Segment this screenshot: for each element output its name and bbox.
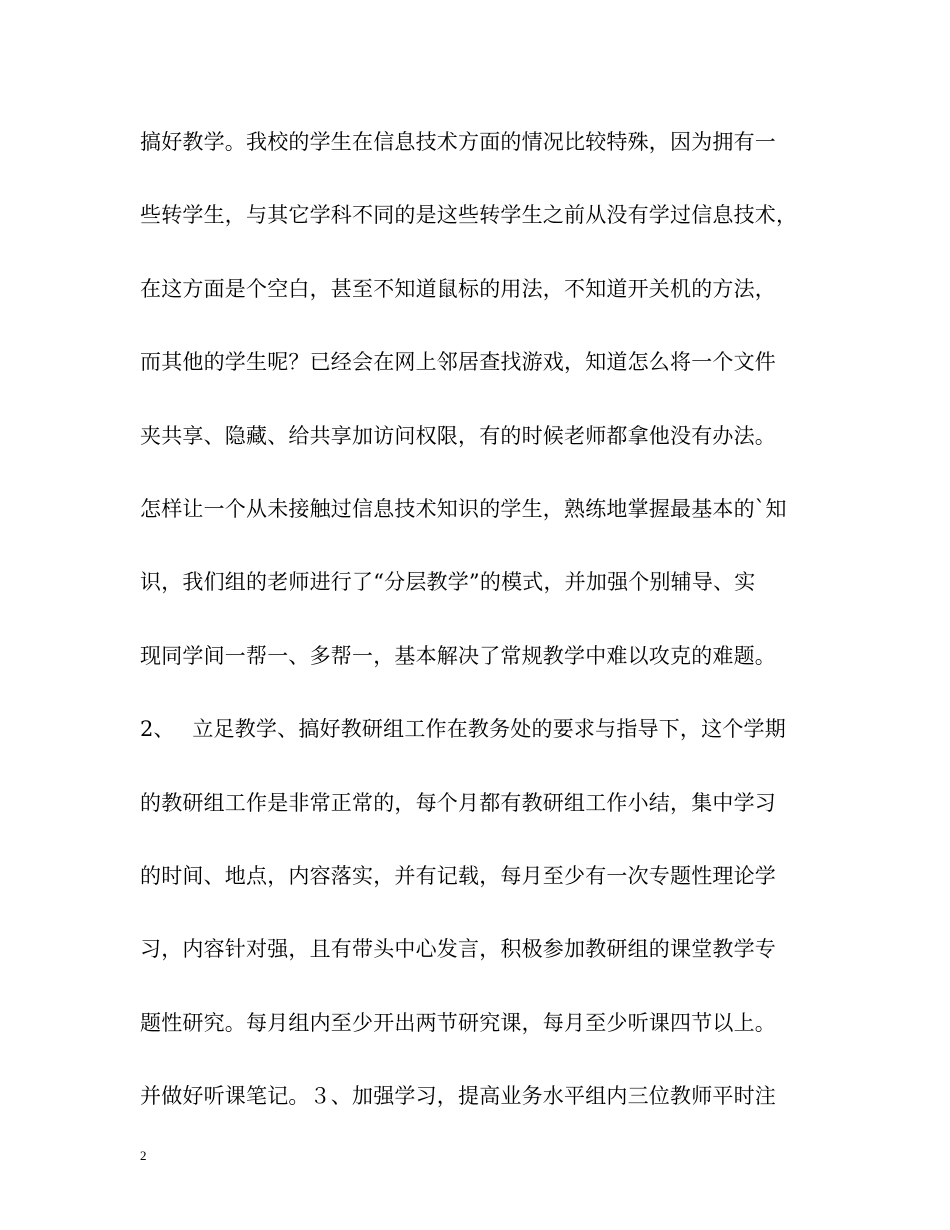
text-line: 习，内容针对强，且有带头中心发言，积极参加教研组的课堂教学专 <box>140 937 776 962</box>
text-line: 2、 立足教学、搞好教研组工作在教务处的要求与指导下，这个学期 <box>140 717 786 742</box>
text-line: 而其他的学生呢？已经会在网上邻居查找游戏，知道怎么将一个文件 <box>140 350 776 375</box>
text-line: 题性研究。每月组内至少开出两节研究课，每月至少听课四节以上。 <box>140 1010 776 1035</box>
text-line: 现同学间一帮一、多帮一，基本解决了常规教学中难以攻克的难题。 <box>140 643 776 668</box>
body-text <box>140 118 820 1145</box>
text-line: 在这方面是个空白，甚至不知道鼠标的用法，不知道开关机的方法， <box>140 276 776 301</box>
page-number: 2 <box>140 1148 147 1163</box>
text-line: 些转学生，与其它学科不同的是这些转学生之前从没有学过信息技术， <box>140 203 798 228</box>
text-line: 夹共享、隐藏、给共享加访问权限，有的时候老师都拿他没有办法。 <box>140 423 776 448</box>
text-line: 怎样让一个从未接触过信息技术知识的学生，熟练地掌握最基本的`知 <box>140 496 787 521</box>
text-line: 的教研组工作是非常正常的，每个月都有教研组工作小结，集中学习 <box>140 790 776 815</box>
text-line: 识，我们组的老师进行了“分层教学”的模式，并加强个别辅导、实 <box>140 570 756 595</box>
text-line: 并做好听课笔记。３、加强学习，提高业务水平组内三位教师平时注 <box>140 1084 776 1109</box>
text-line: 的时间、地点，内容落实，并有记载，每月至少有一次专题性理论学 <box>140 863 776 888</box>
text-line: 搞好教学。我校的学生在信息技术方面的情况比较特殊，因为拥有一 <box>140 130 776 154</box>
